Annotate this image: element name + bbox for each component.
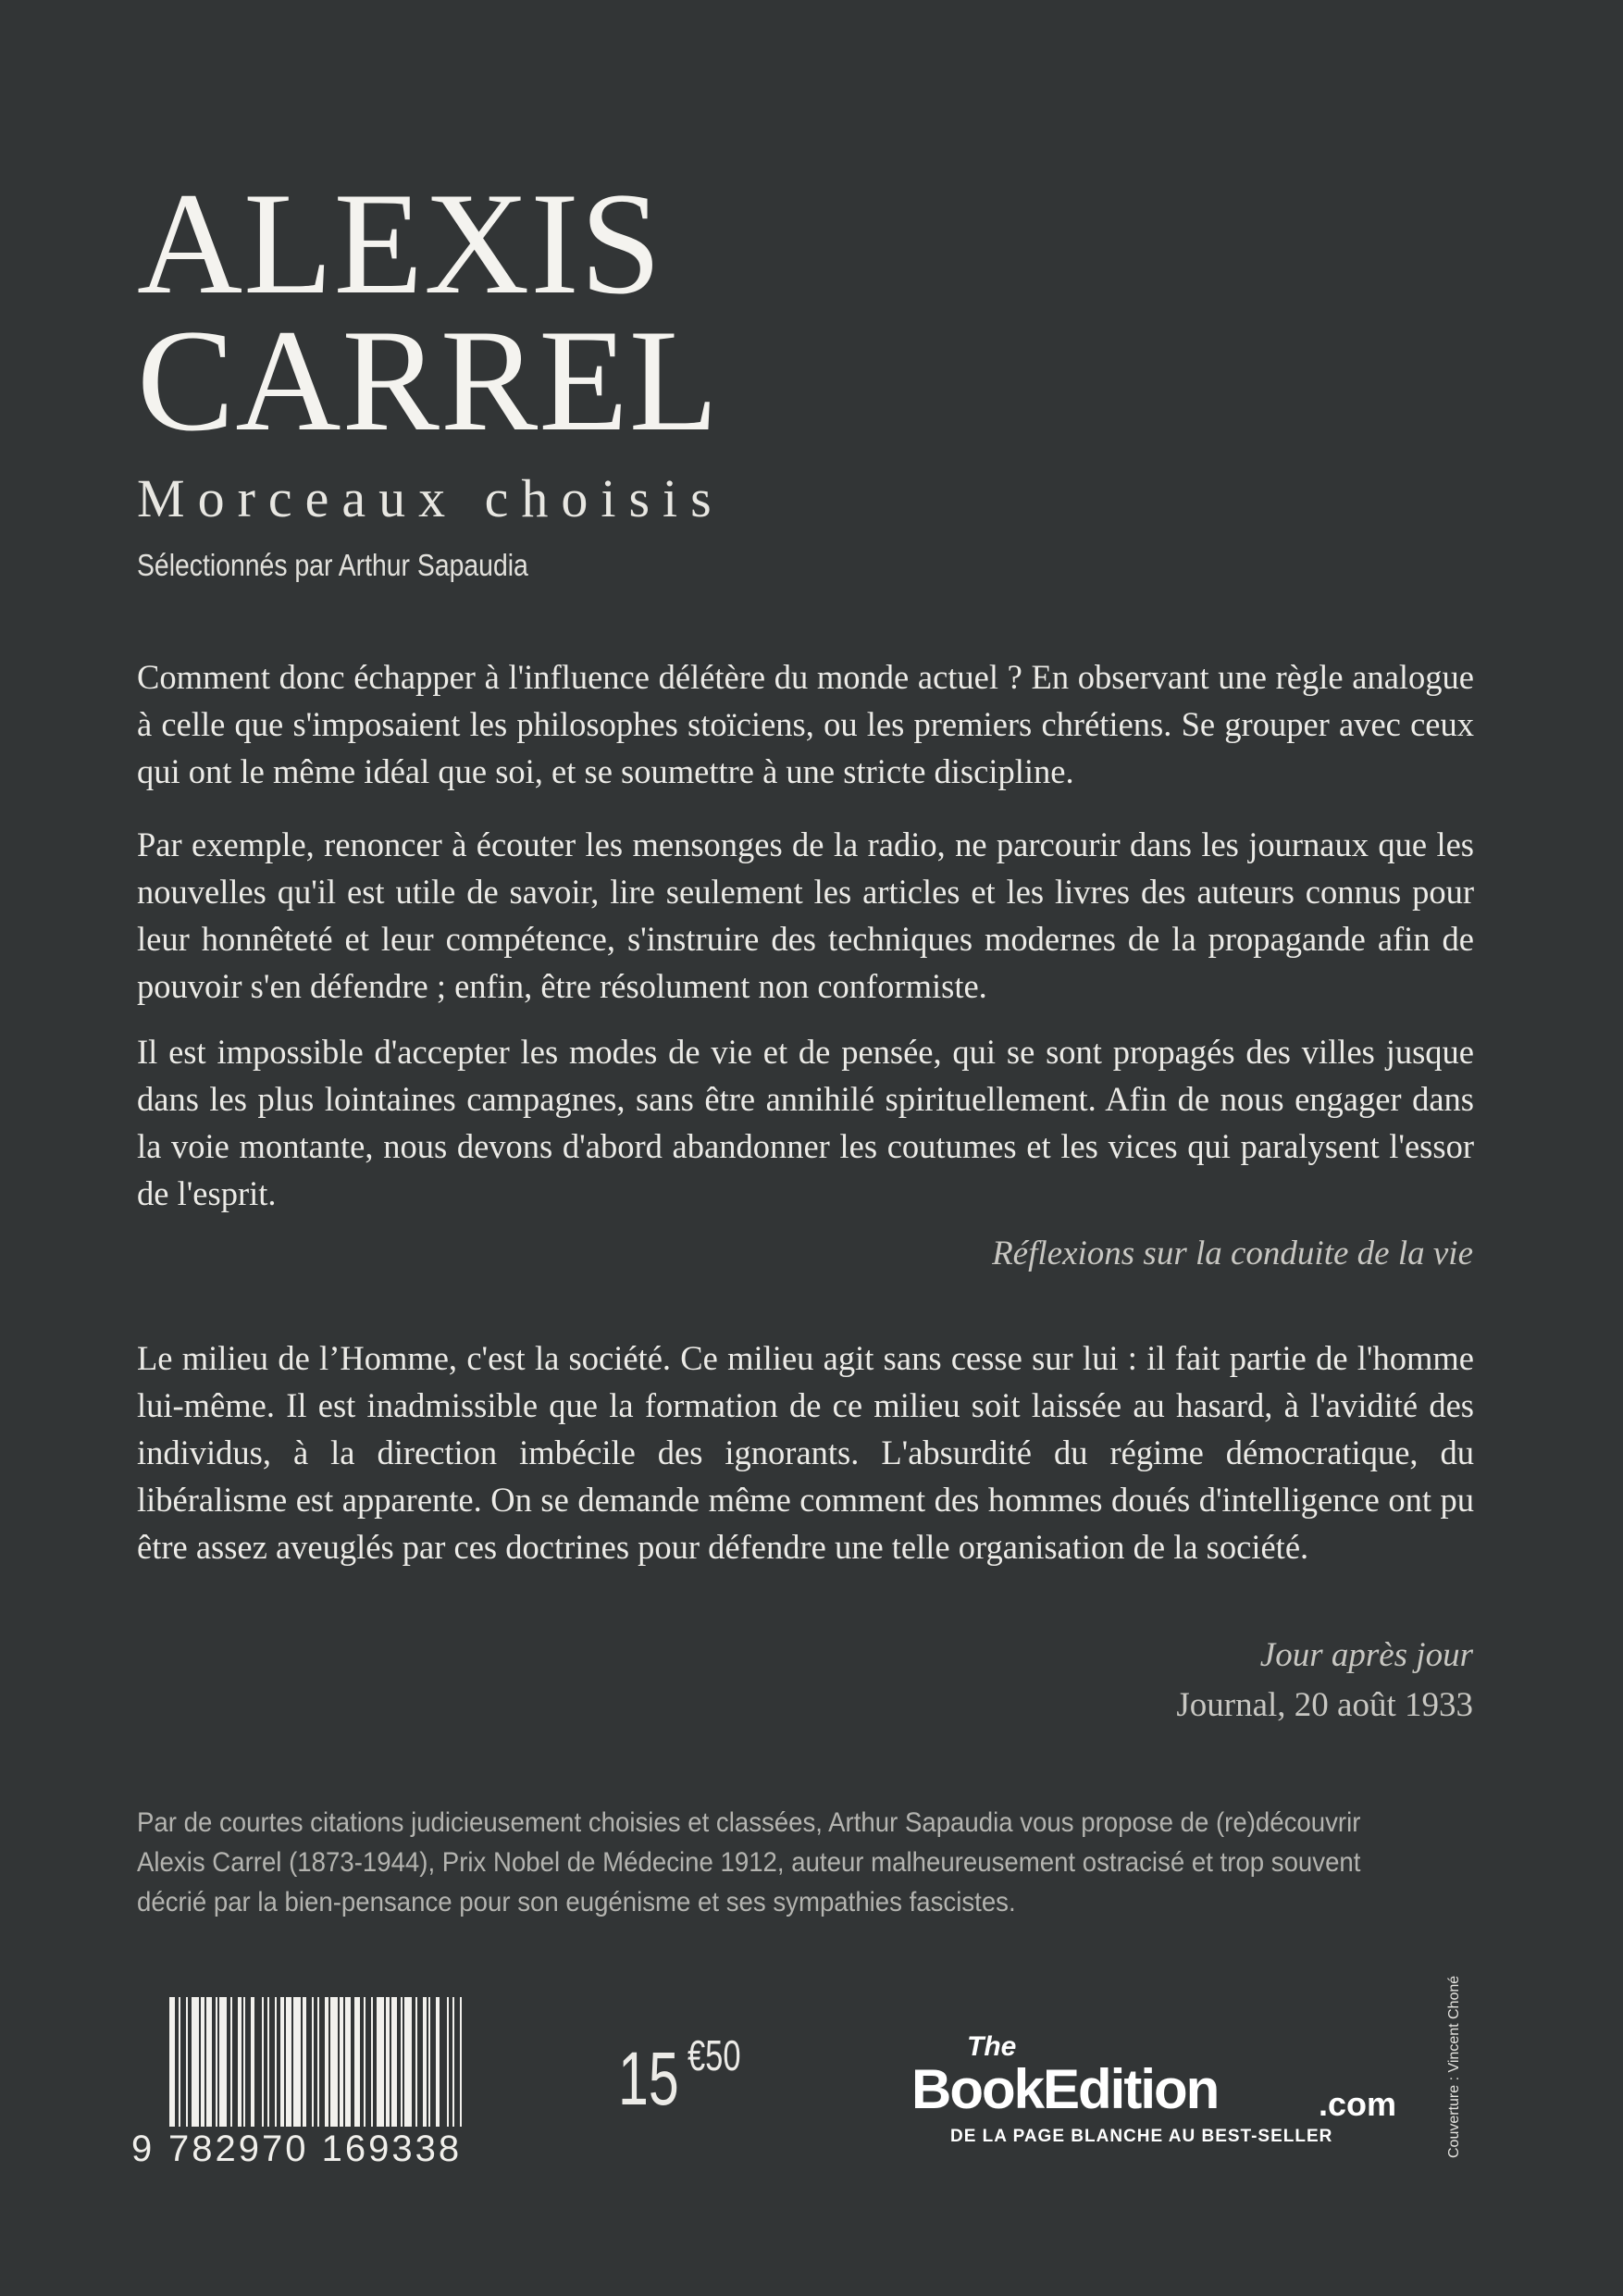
quote-paragraph-2: Par exemple, renoncer à écouter les mensonges de la radio, ne parcourir dans les journaux que les nouvelles qu'il est utile de savoir, lire seulement les articles et les livres des auteurs connus pour leur honnêteté et leur compétence, s'instruire des techniques modernes de la propagande afin de pouvoir s'en défendre ; enfin, être résolument non conformiste. (137, 825, 1474, 1005)
publisher-the: The (967, 2031, 1017, 2062)
price-decimal: €50 (688, 2031, 741, 2079)
isbn-lead-digit: 9 (131, 2128, 155, 2169)
quote-paragraph-1: Comment donc échapper à l'influence délétère du monde actuel ? En observant une règle analogue à celle que s'imposaient les philosophes stoïciens, ou les premiers chrétiens. Se grouper avec ceux qui ont le même idéal que soi, et se soumettre à une stricte discipline. (137, 658, 1474, 790)
price (618, 2031, 741, 2123)
quote-paragraph-4: Le milieu de l’Homme, c'est la société. Ce milieu agit sans cesse sur lui : il fait partie de l'homme lui-même. Il est inadmissible que la formation de ce milieu soit laissée au hasard, à l'avidité des individus, à la direction imbécile des ignorants. L'absurdité du régime démocratique, du libéralisme est apparente. On se demande même comment des hommes doués d'intelligence ont pu être assez aveuglés par ces doctrines pour défendre une telle organisation de la société. (137, 1339, 1474, 1566)
price-integer: 15 (618, 2037, 679, 2121)
quote-paragraph-3: Il est impossible d'accepter les modes de vie et de pensée, qui se sont propagés des villes jusque dans les plus lointaines campagnes, sans être annihilé spirituellement. Afin de nous engager dans la voie montante, nous devons d'abord abandonner les coutumes et les vices qui paralysent l'essor de l'esprit. (137, 1033, 1474, 1212)
quote-source-2-detail: Journal, 20 août 1933 (1176, 1686, 1473, 1724)
back-cover-blurb: Par de courtes citations judicieusement choisies et classées, Arthur Sapaudia vous propose de (re)découvrir Alexis Carrel (1873-1944), Prix Nobel de Médecine 1912, auteur malheureusement ostracisé et trop souvent décrié par la bien-pensance pour son eugénisme et ses sympathies fascistes. (137, 1807, 1361, 1917)
cover-credit: Couverture : Vincent Choné (1446, 1975, 1462, 2158)
quote-source-2-title: Jour après jour (1259, 1636, 1473, 1674)
publisher-tagline: DE LA PAGE BLANCHE AU BEST-SELLER (950, 2127, 1333, 2146)
isbn-number (131, 2128, 462, 2170)
publisher-domain: .com (1319, 2085, 1397, 2123)
isbn-digits: 782970 169338 (168, 2128, 463, 2169)
author-last-name: CARREL (137, 300, 720, 462)
author-name (137, 163, 720, 462)
author-first-name: ALEXIS (137, 163, 663, 325)
publisher-name: BookEdition (911, 2058, 1219, 2120)
book-subtitle: Morceaux choisis (137, 468, 725, 528)
quote-source-1: Réflexions sur la conduite de la vie (992, 1235, 1473, 1272)
selected-by-line: Sélectionnés par Arthur Sapaudia (137, 548, 528, 582)
barcode-icon (169, 1997, 465, 2127)
